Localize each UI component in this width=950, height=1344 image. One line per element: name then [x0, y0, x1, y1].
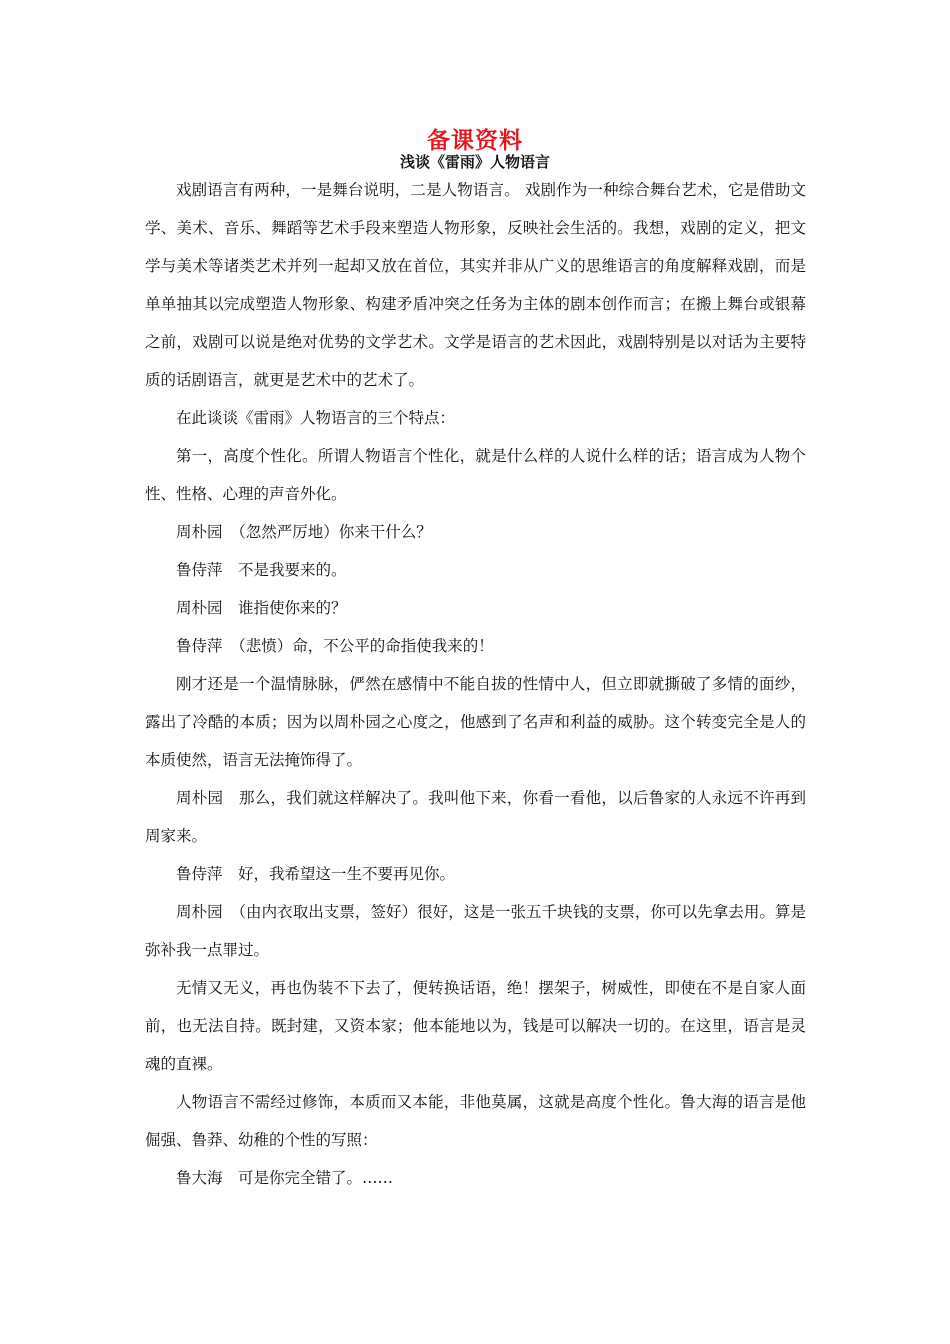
paragraph-three-features: 在此谈谈《雷雨》人物语言的三个特点：: [176, 409, 456, 427]
dialogue-line: 周朴园 那么，我们就这样解决了。我叫他下来，你看一看他，以后鲁家的人永远不许再到周家来。: [145, 789, 806, 845]
document-body: [145, 171, 806, 1197]
dialogue-line: 周朴园 （忽然严厉地）你来干什么？: [176, 523, 432, 541]
dialogue-line: 鲁侍萍 好，我希望这一生不要再见你。: [176, 865, 456, 883]
document-title: 备课资料: [427, 128, 523, 154]
paragraph-feature-one: 第一，高度个性化。所谓人物语言个性化，就是什么样的人说什么样的话；语言成为人物个性、性格、心理的声音外化。: [145, 447, 806, 503]
paragraph-intro: 戏剧语言有两种，一是舞台说明，二是人物语言。 戏剧作为一种综合舞台艺术，它是借助文学、美术、音乐、舞蹈等艺术手段来塑造人物形象，反映社会生活的。我想，戏剧的定义，把文学与美术等诸类艺术并列一起却又放在首位，其实并非从广义的思维语言的角度解释戏剧，而是单单抽其以完成塑造人物形象、构建矛盾冲突之任务为主体的剧本创作而言；在搬上舞台或银幕之前，戏剧可以说是绝对优势的文学艺术。文学是语言的艺术因此，戏剧特别是以对话为主要特质的话剧语言，就更是艺术中的艺术了。: [145, 181, 806, 389]
dialogue-line: 鲁侍萍 （悲愤）命，不公平的命指使我来的！: [176, 637, 494, 655]
paragraph-commentary: 刚才还是一个温情脉脉，俨然在感情中不能自拔的性情中人，但立即就撕破了多情的面纱，露出了冷酷的本质；因为以周朴园之心度之，他感到了名声和利益的威胁。这个转变完全是人的本质使然，语言无法掩饰得了。: [145, 675, 806, 769]
paragraph-commentary: 无情又无义，再也伪装不下去了，便转换话语，绝！摆架子，树威性，即使在不是自家人面前，也无法自持。既封建，又资本家；他本能地以为，钱是可以解决一切的。在这里，语言是灵魂的直裸。: [145, 979, 806, 1073]
dialogue-line: 鲁大海 可是你完全错了。……: [176, 1169, 394, 1187]
dialogue-line: 周朴园 谁指使你来的？: [176, 599, 347, 617]
dialogue-line: 鲁侍萍 不是我要来的。: [176, 561, 347, 579]
document-subtitle: 浅谈《雷雨》人物语言: [399, 153, 550, 171]
dialogue-line: 周朴园 （由内衣取出支票，签好）很好，这是一张五千块钱的支票，你可以先拿去用。算是弥补我一点罪过。: [145, 903, 806, 959]
paragraph-commentary: 人物语言不需经过修饰，本质而又本能，非他莫属，这就是高度个性化。鲁大海的语言是他倔强、鲁莽、幼稚的个性的写照：: [145, 1093, 806, 1149]
